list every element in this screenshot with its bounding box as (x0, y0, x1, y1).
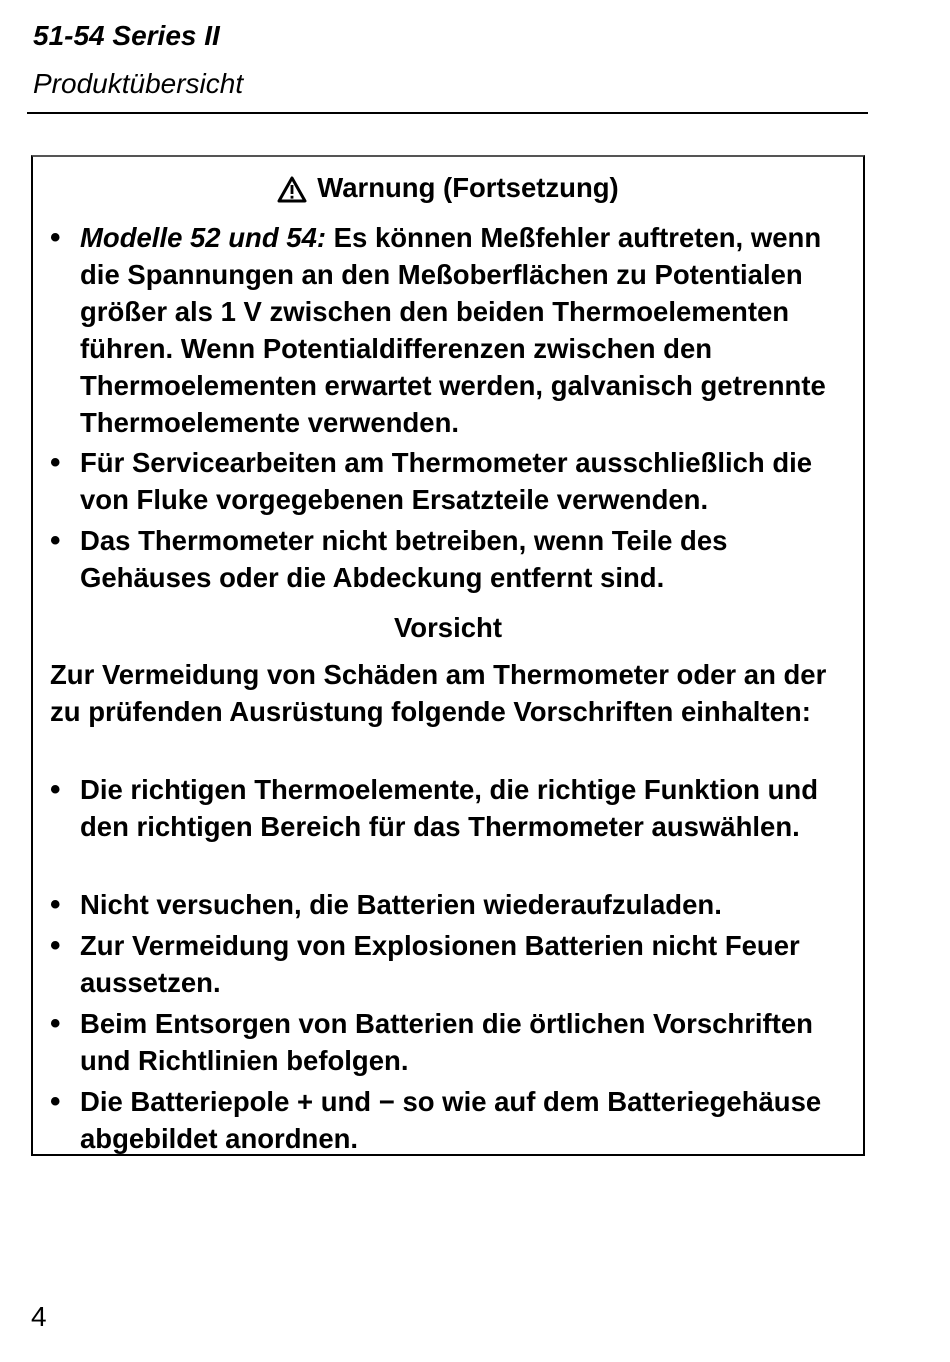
warning-box (31, 155, 865, 1156)
caution-bullet (50, 771, 850, 845)
caution-bullet-text: Beim Entsorgen von Batterien die örtlichen Vorschriften und Richtlinien befolgen. (80, 1008, 813, 1076)
warning-bullet-text: Es können Meßfehler auftreten, wenn die Spannungen an den Meßoberflächen zu Potentialen größer als 1 V zwischen den beiden Thermoelementen führen. Wenn Potentialdifferenzen zwischen den Thermoelementen erwartet werden, galvanisch getrennte Thermoelemente verwenden. (80, 222, 826, 438)
caution-intro: Zur Vermeidung von Schäden am Thermometer oder an der zu prüfenden Ausrüstung folgende Vorschriften einhalten: (50, 659, 827, 727)
bullet-dot: • (50, 773, 61, 806)
bullet-dot: • (50, 221, 61, 254)
warning-heading-text: Warnung (Fortsetzung) (317, 172, 619, 203)
bullet-dot: • (50, 1007, 61, 1040)
bullet-dot: • (50, 524, 61, 557)
models-lead: Modelle 52 und 54: (80, 222, 327, 253)
warning-triangle-icon (277, 176, 307, 203)
section-subtitle: Produktübersicht (33, 68, 244, 99)
caution-heading: Vorsicht (394, 612, 502, 643)
bullet-dot: • (50, 1085, 61, 1118)
caution-bullet (50, 1083, 850, 1157)
warning-bullet-text: Das Thermometer nicht betreiben, wenn Teile des Gehäuses oder die Abdeckung entfernt sind. (80, 525, 728, 593)
warning-bullet (50, 219, 850, 441)
caution-bullet (50, 927, 850, 1001)
header-divider (27, 112, 868, 114)
caution-bullet-text: Zur Vermeidung von Explosionen Batterien nicht Feuer aussetzen. (80, 930, 800, 998)
caution-bullet (50, 886, 850, 923)
caution-bullet-text: Nicht versuchen, die Batterien wiederaufzuladen. (80, 889, 722, 920)
document-series-title: 51-54 Series II (33, 20, 220, 51)
warning-bullet (50, 444, 850, 518)
warning-bullet (50, 522, 850, 596)
warning-bullet-text: Für Servicearbeiten am Thermometer ausschließlich die von Fluke vorgegebenen Ersatzteile verwenden. (80, 447, 813, 515)
bullet-dot: • (50, 929, 61, 962)
warning-heading (33, 169, 863, 206)
caution-bullet-text: Die richtigen Thermoelemente, die richtige Funktion und den richtigen Bereich für das Thermometer auswählen. (80, 774, 819, 842)
caution-bullet-text: Die Batteriepole + und − so wie auf dem Batteriegehäuse abgebildet anordnen. (80, 1086, 822, 1154)
bullet-dot: • (50, 888, 61, 921)
caution-bullet (50, 1005, 850, 1079)
page-number: 4 (31, 1301, 47, 1332)
bullet-dot: • (50, 446, 61, 479)
